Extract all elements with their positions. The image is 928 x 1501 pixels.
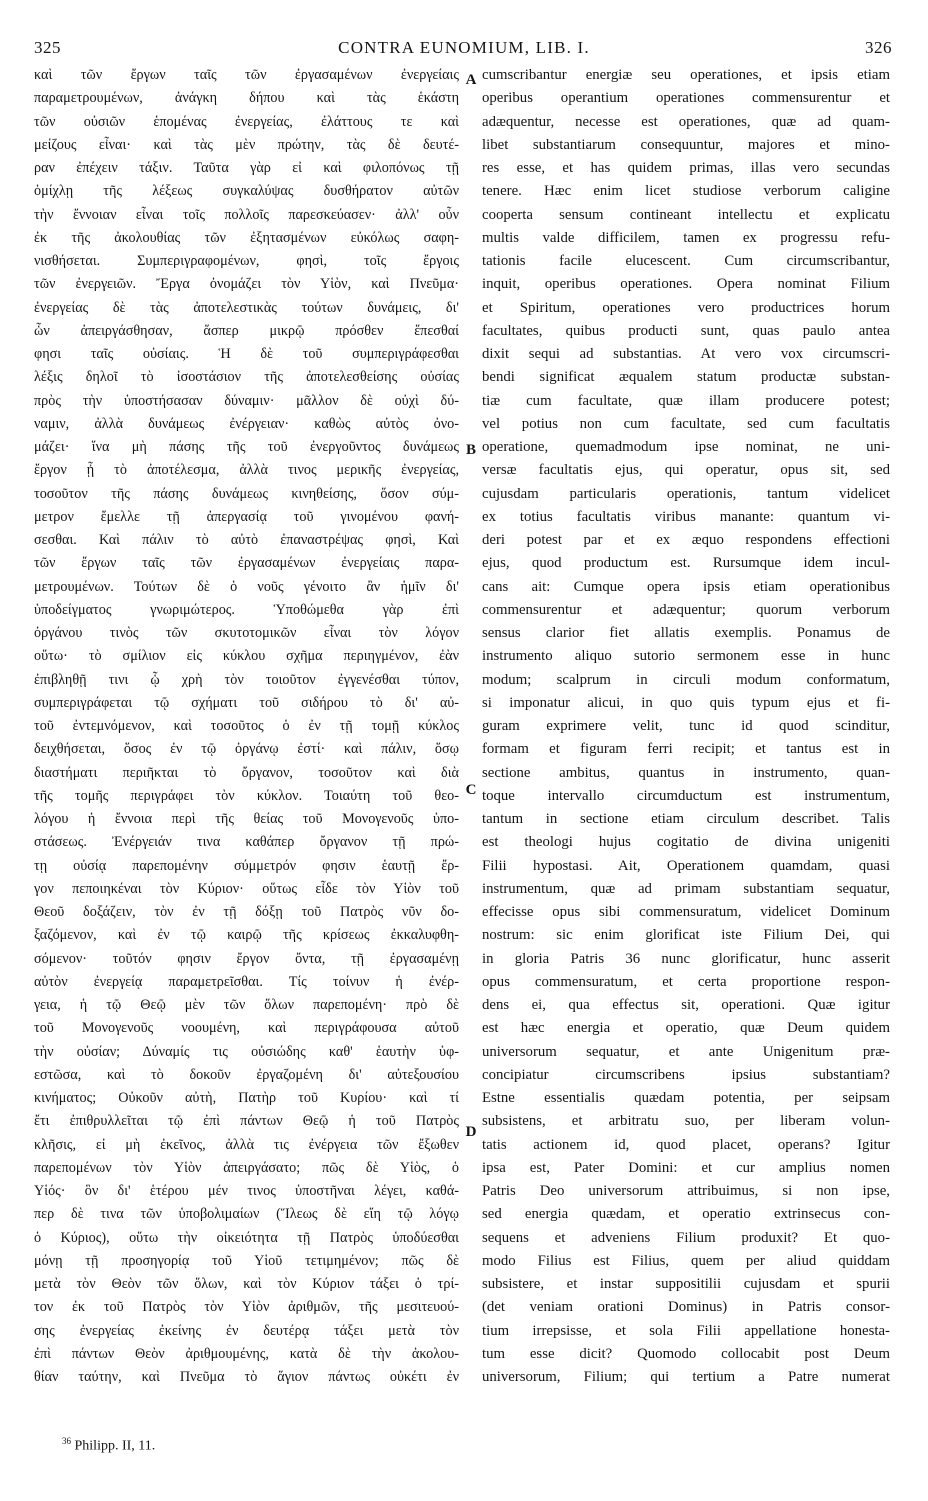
footnote-number: 36 bbox=[62, 1436, 71, 1446]
latin-text-line: operatione, quemadmodum ipse nominat, ne uni- bbox=[482, 439, 890, 455]
greek-text-line: δειχθήσεται, ὅσος ἐν τῷ ὀργάνῳ ἐστί· καὶ πάλιν, ὅσῳ bbox=[34, 741, 459, 758]
latin-text-line: vel potius non cum facultate, sed cum facultatis bbox=[482, 415, 890, 432]
latin-text-line: cumscribantur energiæ seu operationes, et ipsis etiam bbox=[482, 67, 890, 83]
greek-text-line: στάσεως. Ἐνέργειάν τινα καθάπερ ὄργανον τῇ πρώ- bbox=[34, 834, 459, 851]
greek-text-line: Υἱός· ὃν δι' ἑτέρου μέν τινος ὑποστῆναι λέγει, καθά- bbox=[34, 1183, 459, 1199]
margin-letter-a: A bbox=[465, 72, 477, 88]
greek-text-line: τὴν ἔννοιαν εἶναι τοῖς πολλοῖς παρεσκεύασεν· ἀλλ' οὖν bbox=[34, 206, 459, 223]
latin-text-line: cujusdam particularis operationis, tantum videlicet bbox=[482, 485, 890, 502]
greek-text-line: ὁ Κύριος), οὕτω τὴν οἰκειότητα τῇ Πατρὸς ὑποδύεσθαι bbox=[34, 1229, 459, 1246]
latin-text-line: Patris Deo universorum attribuimus, si non ipse, bbox=[482, 1183, 890, 1199]
latin-text-line: (det veniam orationi Dominus) in Patris consor- bbox=[482, 1299, 890, 1316]
latin-text-line: tantum in sectione etiam circulum describet. Talis bbox=[482, 811, 890, 827]
greek-text-line: τοῦ ἐντεμνόμενον, καὶ τοσοῦτος ὁ ἐν τῇ τομῇ κύκλος bbox=[34, 718, 459, 734]
greek-text-line: σεσθαι. Καὶ πάλιν τὸ αὐτὸ ἐπαναστρέψας φησὶ, Καὶ bbox=[34, 532, 459, 548]
greek-text-line: μετρουμένων. Τούτων δὲ ὁ νοῦς γένοιτο ἂν ἡμῖν δι' bbox=[34, 578, 459, 595]
greek-text-line: θίαν ταύτην, καὶ Πνεῦμα τὸ ἅγιον πάντως οὐκέτι ἐν bbox=[34, 1369, 459, 1385]
latin-text-line: est theologi hujus cogitatio de divina unigeniti bbox=[482, 834, 890, 851]
latin-text-line: modo Filius est Filius, quem per aliud quiddam bbox=[482, 1252, 890, 1269]
latin-text-line: effecisse opus sibi commensuratum, videlicet Dominum bbox=[482, 904, 890, 920]
latin-text-line: tenere. Hæc enim licet studiose verborum caligine bbox=[482, 183, 890, 200]
greek-text-line: ἔτι ἐπιθρυλλεῖται τῷ ἐπὶ πάντων Θεῷ ἡ τοῦ Πατρὸς bbox=[34, 1113, 459, 1130]
greek-text-line: τοῦ Μονογενοῦς νοουμένη, καὶ περιγράφουσα αὐτοῦ bbox=[34, 1020, 459, 1037]
margin-letter-c: C bbox=[465, 782, 477, 798]
latin-text-line: operibus operantium operationes commensurentur et bbox=[482, 90, 890, 107]
latin-text-line: formam et figuram ferri recipit; et tantus est in bbox=[482, 741, 890, 758]
latin-text-line: libet substantiarum consequuntur, majores et mino- bbox=[482, 136, 890, 153]
latin-text-line: tium irrepsisse, et sola Filii appellatione honesta- bbox=[482, 1322, 890, 1339]
latin-text-line: subsistere, et instar suppositilii cujusdam et spurii bbox=[482, 1276, 890, 1292]
latin-text-line: modum; scalprum in circuli modum conformatum, bbox=[482, 671, 890, 688]
greek-text-line: τῶν ἔργων ταῖς τῶν ἐργασαμένων ἐνεργείαις παρα- bbox=[34, 555, 459, 572]
greek-text-line: διαστήματι περιῆκται τὸ ὄργανον, τοσοῦτον καὶ διὰ bbox=[34, 764, 459, 781]
greek-text-line: περ δὲ τινα τῶν ὑποβολιμαίων (Ἵλεως δὲ εἴη τῷ λόγῳ bbox=[34, 1206, 459, 1223]
running-title: CONTRA EUNOMIUM, LIB. I. bbox=[338, 38, 590, 57]
latin-text-line: tatis actionem id, quod placet, operans? Igitur bbox=[482, 1136, 890, 1153]
greek-text-line: ὑποδείγματος γνωριμώτερος. Ὑποθώμεθα γὰρ ἐπὶ bbox=[34, 601, 459, 618]
greek-text-line: σόμενον· τοῦτόν φησιν ἔργον ὄντα, τῇ ἐργασαμένῃ bbox=[34, 950, 459, 967]
greek-text-line: μείζους εἶναι· καὶ τὰς μὲν πρώτην, τὰς δὲ δευτέ- bbox=[34, 136, 459, 153]
latin-text-line: sequens et adveniens Filium produxit? Et quo- bbox=[482, 1229, 890, 1246]
greek-text-line: αὐτὸν ἐνεργείᾳ παραμετρεῖσθαι. Τίς τοίνυν ἡ ἐνέρ- bbox=[34, 973, 459, 990]
greek-text-line: τον ἐκ τοῦ Πατρὸς τὸν Υἱὸν ἀριθμῶν, τῆς μεσιτευού- bbox=[34, 1299, 459, 1316]
latin-text-line: si imponatur alicui, in quo quis typum ejus et fi- bbox=[482, 694, 890, 711]
greek-text-line: πρὸς τὴν ὑποστήσασαν δύναμιν· μᾶλλον δὲ οὐχὶ δύ- bbox=[34, 392, 459, 409]
greek-text-line: τὴν οὐσίαν; Δύναμίς τις οὐσιώδης καθ' ἑαυτὴν ὑφ- bbox=[34, 1043, 459, 1060]
latin-text-line: concipiatur circumscribens ipsius substantiam? bbox=[482, 1066, 890, 1083]
greek-text-line: ἐπὶ πάντων Θεὸν ἀριθμουμένης, κατὰ δὲ τὴν ἀκολου- bbox=[34, 1345, 459, 1362]
greek-text-line: ἐπιβληθῇ τινι ᾧ χρὴ τὸν τοιοῦτον ἐγγενέσθαι τύπον, bbox=[34, 671, 459, 688]
footnote-text: Philipp. II, 11. bbox=[74, 1438, 156, 1454]
latin-text-line: cooperta sensum contineant intellectu et explicatu bbox=[482, 206, 890, 223]
latin-text-line: universorum, Filium; qui tertium a Patre numerat bbox=[482, 1369, 890, 1385]
latin-text-line: subsistens, et arbitratu suo, per liberam volun- bbox=[482, 1113, 890, 1130]
greek-text-line: ὧν ἀπειργάσθησαν, ἅσπερ μικρῷ πρόσθεν ἕπεσθαί bbox=[34, 322, 459, 339]
latin-text-line: ejus, quod productum est. Rursumque idem incul- bbox=[482, 555, 890, 572]
latin-text-line: facultates, quibus producti sunt, quas paulo antea bbox=[482, 322, 890, 339]
latin-text-line: dixit sequi ad substantias. At vero vox circumscri- bbox=[482, 346, 890, 362]
latin-text-line: sectione ambitus, quantus in instrumento, quan- bbox=[482, 764, 890, 781]
footnote bbox=[62, 1436, 155, 1455]
greek-text-line: τῃ οὐσίᾳ παρεπομένην σύμμετρόν φησιν ἑαυτῇ ἔρ- bbox=[34, 857, 459, 874]
margin-letter-d: D bbox=[465, 1124, 477, 1140]
latin-text-line: res esse, et has quidem primas, illas vero secundas bbox=[482, 160, 890, 176]
greek-text-line: ἐνεργείας δὲ τὰς ἀποτελεστικὰς τούτων δυνάμεις, δι' bbox=[34, 299, 459, 316]
greek-text-line: ναμιν, ἀλλὰ δυνάμεως ἐνέργειαν· καθὼς αὐτὸς ὀνο- bbox=[34, 415, 459, 432]
greek-text-line: ὁμίχλῃ τῆς λέξεως συγκαλύψας δυσθήρατον αὐτῶν bbox=[34, 183, 459, 200]
left-page-number: 325 bbox=[34, 38, 61, 57]
latin-text-line: toque intervallo circumductum est instrumentum, bbox=[482, 787, 890, 804]
greek-text-line: ὀργάνου τινὸς τῶν σκυτοτομικῶν εἶναι τὸν λόγον bbox=[34, 625, 459, 641]
latin-text-line: deri potest par et ex æquo respondens effectioni bbox=[482, 532, 890, 548]
greek-text-line: ξαζόμενον, καὶ ἐν τῷ καιρῷ τῆς κρίσεως ἐκκαλυφθη- bbox=[34, 927, 459, 944]
greek-text-line: οὕτω· τὸ σμίλιον εἰς κύκλου σχῆμα περιηγμένον, ἐὰν bbox=[34, 648, 459, 665]
greek-text-line: κινήματος; Οὐκοῦν αὐτὴ, Πατὴρ τοῦ Κυρίου· καὶ τί bbox=[34, 1090, 459, 1106]
latin-text-line: adæquentur, necesse est operationes, quæ ad quam- bbox=[482, 113, 890, 130]
greek-text-line: ἐκ τῆς ἀκολουθίας τῶν ἐξητασμένων εὐκόλως σαφη- bbox=[34, 229, 459, 246]
greek-text-line: ἔργον ᾖ τὸ ἀποτέλεσμα, ἀλλὰ τινος μερικῆς ἐνεργείας, bbox=[34, 462, 459, 479]
right-page-number: 326 bbox=[865, 38, 892, 57]
greek-text-line: τῶν οὐσιῶν ἑπομένας ἐνεργείας, ἐλάττους τε καὶ bbox=[34, 113, 459, 130]
latin-text-line: sed energia quædam, et operatio extrinsecus con- bbox=[482, 1206, 890, 1223]
greek-text-line: γον πεποιηκέναι τὸν Κύριον· οὕτως εἶδε τὸν Υἱὸν τοῦ bbox=[34, 880, 459, 897]
latin-text-line: tiæ cum facultate, quæ illam producere potest; bbox=[482, 392, 890, 409]
latin-text-line: opus commensuratum, et certa proportione respon- bbox=[482, 973, 890, 990]
greek-text-line: Θεοῦ δοξάζειν, τὸν ἐν τῇ δόξῃ τοῦ Πατρὸς νῦν δο- bbox=[34, 904, 459, 920]
latin-text-line: Estne essentialis quædam potentia, per seipsam bbox=[482, 1090, 890, 1106]
latin-text-line: tum esse dicit? Quomodo collocabit post Deum bbox=[482, 1345, 890, 1362]
greek-text-line: ραν ἐπέχειν τάξιν. Ταῦτα γὰρ εἰ καὶ φιλοπόνως τῇ bbox=[34, 160, 459, 176]
greek-text-line: παρεπομένων τὸν Υἱὸν ἀπειργάσατο; πῶς δὲ Υἱὸς, ὁ bbox=[34, 1159, 459, 1176]
latin-text-line: tationis facile elucescent. Cum circumscribantur, bbox=[482, 253, 890, 269]
greek-text-line: λέξις δηλοῖ τὸ ἰσοστάσιον τῆς ἀποτελεσθείσης οὐσίας bbox=[34, 369, 459, 386]
latin-text-line: est hæc energia et operatio, quæ Deum quidem bbox=[482, 1020, 890, 1037]
latin-text-line: Filii hypostasi. Ait, Operationem quamdam, quasi bbox=[482, 857, 890, 874]
latin-text-line: inquit, operibus operationes. Opera nominat Filium bbox=[482, 276, 890, 293]
greek-text-line: νισθήσεται. Συμπεριγραφομένων, φησὶ, τοῖς ἔργοις bbox=[34, 253, 459, 269]
latin-text-line: universorum sequatur, et ante Unigenitum præ- bbox=[482, 1043, 890, 1060]
greek-text-line: τοσοῦτον τῆς πάσης δυνάμεως κινηθείσης, ὅσον σύμ- bbox=[34, 485, 459, 502]
greek-text-line: μετὰ τὸν Θεὸν τῶν ὅλων, καὶ τὸν Κύριον τάξει ὁ τρί- bbox=[34, 1276, 459, 1292]
greek-text-line: κλῆσις, εἰ μὴ ἐκεῖνος, ἀλλὰ τις ἐνέργεια τῶν ἔξωθεν bbox=[34, 1136, 459, 1153]
latin-text-line: sensus clarior fiet allatis exemplis. Ponamus de bbox=[482, 625, 890, 641]
latin-text-line: multis valde difficilem, tamen ex progressu refu- bbox=[482, 229, 890, 246]
greek-text-column bbox=[34, 64, 459, 1389]
latin-text-line: cans ait: Cumque opera ipsis etiam operationibus bbox=[482, 578, 890, 595]
margin-letter-b: B bbox=[465, 442, 476, 458]
greek-text-line: μάζει· ἵνα μὴ πάσης τῆς τοῦ ἐνεργοῦντος δυνάμεως bbox=[34, 439, 459, 455]
greek-text-line: εστῶσα, καὶ τὸ δοκοῦν ἐργαζομένη δι' αὐτεξουσίου bbox=[34, 1066, 459, 1083]
latin-text-line: instrumento aliquo sutorio sermonem esse in hunc bbox=[482, 648, 890, 665]
greek-text-line: τῆς τομῆς περιγράφει τὸν κύκλον. Τοιαύτη τοῦ θεο- bbox=[34, 787, 459, 804]
greek-text-line: σης ἐνεργείας ἐκείνης ἐν δευτέρᾳ τάξει μετὰ τὸν bbox=[34, 1322, 459, 1339]
greek-text-line: φησι ταῖς οὐσίαις. Ἡ δὲ τοῦ συμπεριγράφεσθαι bbox=[34, 346, 459, 362]
latin-text-column bbox=[482, 64, 890, 1389]
greek-text-line: συμπεριγράφεται τῷ σχήματι τοῦ σιδήρου τὸ δι' αὐ- bbox=[34, 694, 459, 711]
latin-text-line: ex totius facultatis viribus manante: quantum vi- bbox=[482, 508, 890, 525]
latin-text-line: instrumentum, quæ ad primam substantiam sequatur, bbox=[482, 880, 890, 897]
greek-text-line: μόνῃ τῇ προσηγορίᾳ τοῦ Υἱοῦ τετιμημένον; πῶς δὲ bbox=[34, 1252, 459, 1269]
greek-text-line: τῶν ἐνεργειῶν. Ἔργα ὀνομάζει τὸν Υἱὸν, καὶ Πνεῦμα· bbox=[34, 276, 459, 293]
latin-text-line: dens ei, qua effectus sit, operationi. Quæ igitur bbox=[482, 997, 890, 1013]
latin-text-line: bendi significat æqualem statum productæ substan- bbox=[482, 369, 890, 386]
latin-text-line: ipsa est, Pater Domini: et cur amplius nomen bbox=[482, 1159, 890, 1176]
greek-text-line: παραμετρουμένων, ἀνάγκη δήπου καὶ τὰς ἑκάστη bbox=[34, 90, 459, 107]
latin-text-line: in gloria Patris 36 nunc glorificatur, hunc asserit bbox=[482, 950, 890, 967]
greek-text-line: μετρον ἔμελλε τῇ ἀπεργασίᾳ τοῦ γινομένου φανή- bbox=[34, 508, 459, 525]
greek-text-line: καὶ τῶν ἔργων ταῖς τῶν ἐργασαμένων ἐνεργείαις bbox=[34, 67, 459, 83]
latin-text-line: commensurentur et adæquentur; quorum verborum bbox=[482, 601, 890, 618]
latin-text-line: guram exprimere velit, tunc id quod scinditur, bbox=[482, 718, 890, 734]
latin-text-line: nostrum: sic enim glorificat iste Filium Dei, qui bbox=[482, 927, 890, 944]
greek-text-line: γεια, ἡ τῷ Θεῷ μὲν τῶν ὅλων παρεπομένη· πρὸ δὲ bbox=[34, 997, 459, 1013]
greek-text-line: λόγου ἡ ἔννοια περὶ τῆς θείας τοῦ Μονογενοῦς ὑπο- bbox=[34, 811, 459, 827]
latin-text-line: et Spiritum, operationes vero productrices horum bbox=[482, 299, 890, 316]
latin-text-line: versæ facultatis ejus, qui operatur, opus sit, sed bbox=[482, 462, 890, 479]
